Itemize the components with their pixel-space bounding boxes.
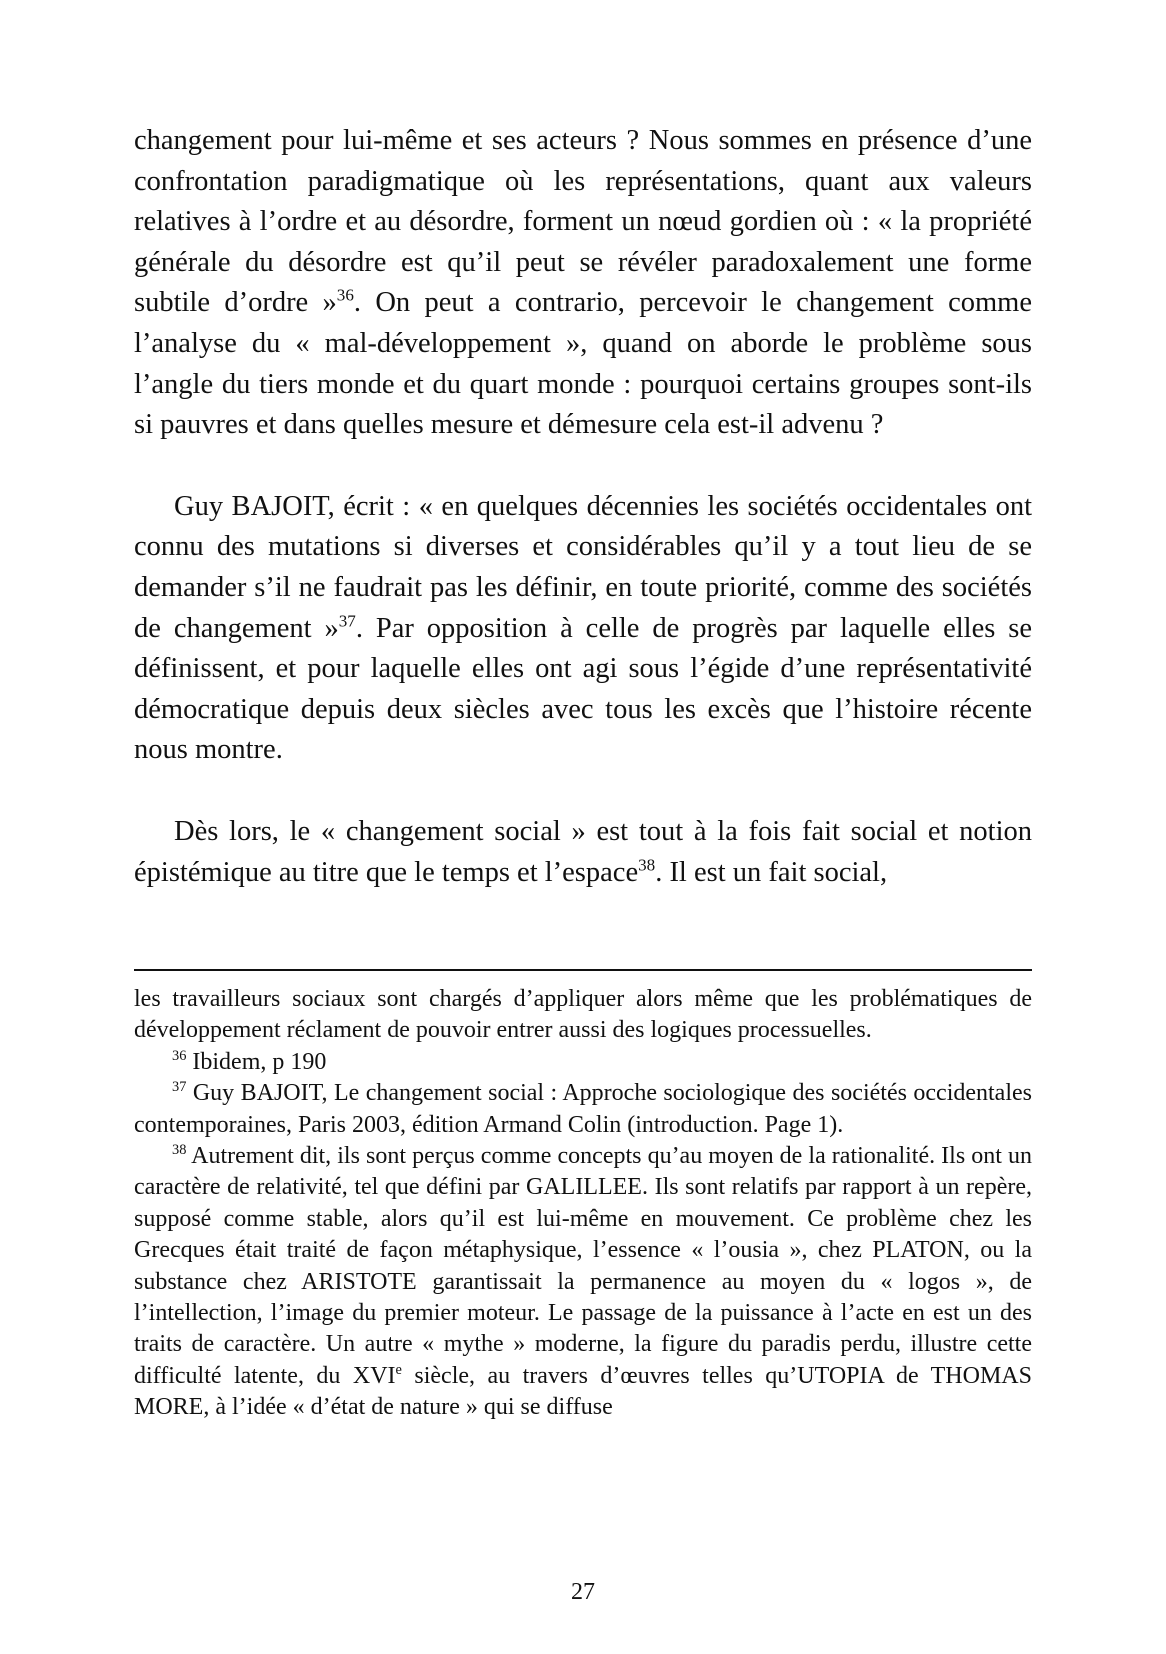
footnote-38-text-a: Autrement dit, ils sont perçus comme concepts qu’au moyen de la rationalité. Ils ont un caractère de relativité, tel que défini par GALILLEE. Ils sont relatifs par rapport à un repère, supposé comme stable, alors qu’il est lui-même en mouvement. Ce problème chez les Grecques était traité de façon métaphysique, l’essence « l’ousia », chez PLATON, ou la substance chez ARISTOTE garantissait la permanence au moyen du « logos », de l’intellection, l’image du premier moteur. Le passage de la puissance à l’acte en est un des traits de caractère. Un autre « mythe » moderne, la figure du paradis perdu, illustre cette difficulté latente, du XVI	[134, 1143, 1032, 1389]
footnote-37	[134, 1078, 1032, 1141]
footnote-38-text-b: siècle, au travers d’œuvres telles qu’UTOPIA de THOMAS MORE, à l’idée « d’état de nature » qui se diffuse	[134, 1362, 1032, 1421]
page-number: 27	[571, 1579, 595, 1605]
paragraph-1-text-a: changement pour lui-même et ses acteurs ? Nous sommes en présence d’une confrontation paradigmatique où les représentations, quant aux valeurs relatives à l’ordre et au désordre, forment un nœud gordien où : « la propriété générale du désordre est qu’il peut se révéler paradoxalement une forme subtile d’ordre »	[134, 125, 1032, 319]
paragraph-2-text-a: Guy BAJOIT, écrit : « en quelques décennies les sociétés occidentales ont connu des mutations si diverses et considérables qu’il y a tout lieu de se demander s’il ne faudrait pas les définir, en toute priorité, comme des sociétés de changement »	[134, 490, 1032, 644]
footnote-38-number: 38	[172, 1142, 187, 1159]
footnotes	[134, 984, 1032, 1424]
footnote-36	[134, 1047, 1032, 1078]
paragraph-1	[134, 121, 1032, 446]
paragraph-3	[134, 812, 1032, 893]
footnote-37-text: Guy BAJOIT, Le changement social : Approche sociologique des sociétés occidentales contemporaines, Paris 2003, édition Armand Colin (introduction. Page 1).	[134, 1080, 1032, 1138]
footnote-ref-37: 37	[338, 611, 356, 631]
footnote-36-number: 36	[172, 1047, 187, 1064]
footnote-36-text: Ibidem, p 190	[186, 1048, 327, 1075]
footnote-38	[134, 1141, 1032, 1424]
footnote-ref-36: 36	[336, 285, 354, 305]
paragraph-1-text-b: . On peut a contrario, percevoir le changement comme l’analyse du « mal-développement », quand on aborde le problème sous l’angle du tiers monde et du quart monde : pourquoi certains groupes sont-ils si pauvres et dans quelles mesure et démesure cela est-il advenu ?	[134, 287, 1032, 441]
century-superscript: e	[395, 1361, 402, 1378]
main-text	[134, 121, 1032, 893]
footnote-continuation: les travailleurs sociaux sont chargés d’appliquer alors même que les problématiques de développement réclament de pouvoir entrer aussi des logiques processuelles.	[134, 986, 1032, 1044]
footnote-separator	[134, 969, 1032, 971]
paragraph-3-text-b: . Il est un fait social,	[655, 856, 888, 888]
footnote-ref-38: 38	[638, 855, 656, 874]
paragraph-3-text-a: Dès lors, le « changement social » est tout à la fois fait social et notion épistémique au titre que le temps et l’espace	[134, 815, 1032, 888]
paragraph-2-text-b: . Par opposition à celle de progrès par laquelle elles se définissent, et pour laquelle elles ont agi sous l’égide d’une représentativité démocratique depuis deux siècles avec tous les excès que l’histoire récente nous montre.	[134, 612, 1032, 766]
footnote-37-number: 37	[172, 1079, 187, 1096]
paragraph-2	[134, 487, 1032, 771]
